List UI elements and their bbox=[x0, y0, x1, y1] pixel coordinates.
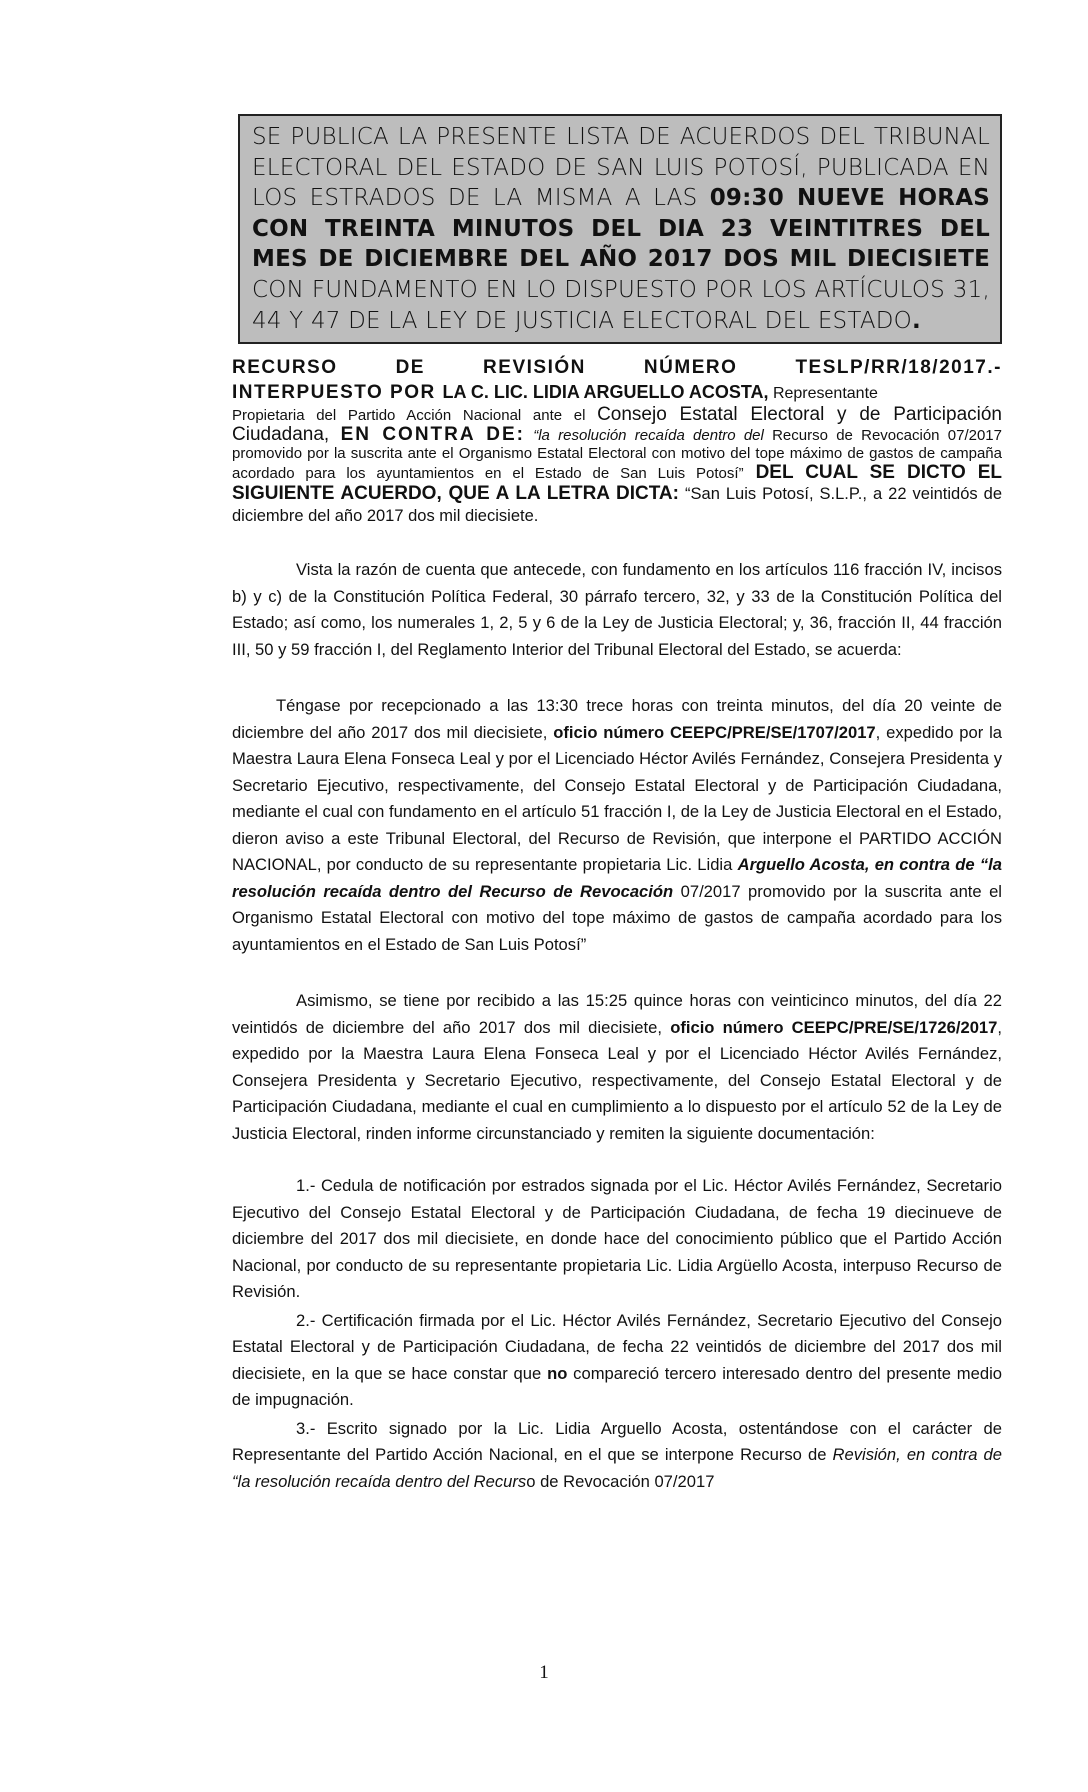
contested-act-detail: Recurso de Revocación 07/2017 promovido por la suscrita ante el Organismo Estatal Electoral con motivo del tope máximo de gastos de campaña acordado para los ayuntamientos en el Estado de San Luis Potosí” bbox=[232, 426, 1002, 482]
agreement-label: DEL CUAL SE DICTO EL SIGUIENTE ACUERDO, QUE A LA LETRA DICTA: bbox=[232, 461, 1002, 504]
filer-name: LA C. LIC. LIDIA ARGUELLO ACOSTA, bbox=[442, 382, 769, 402]
document-item-3 bbox=[232, 1416, 1002, 1496]
item-text: compareció tercero interesado dentro del presente medio de impugnación. bbox=[232, 1363, 1002, 1409]
office-number: oficio número CEEPC/PRE/SE/1726/2017 bbox=[670, 1017, 998, 1037]
page-number: 1 bbox=[539, 1662, 549, 1683]
paragraph-text: 07/2017 promovido por la suscrita ante el Organismo Estatal Electoral con motivo del tope máximo de gastos de campaña acordado para los ayuntamientos en el Estado de San Luis Potosí” bbox=[232, 881, 1002, 954]
paragraph-text: Asimismo, se tiene por recibido a las 15:25 quince horas con veinticinco minutos, del día 22 veintidós de diciembre del año 2017 dos mil diecisiete, bbox=[232, 991, 1002, 1037]
case-heading-line bbox=[232, 380, 1002, 406]
document-item-2 bbox=[232, 1308, 1002, 1414]
item-emphasis: Revisión, en contra de “la resolución recaída dentro del Recurs bbox=[232, 1445, 1002, 1491]
filed-by-label: INTERPUESTO POR bbox=[232, 382, 443, 403]
case-heading bbox=[232, 356, 1002, 406]
paragraph-second-office bbox=[232, 988, 1002, 1147]
item-text: 2.- Certificación firmada por el Lic. Héctor Avilés Fernández, Secretario Ejecutivo del Consejo Estatal Electoral y de Participación Ciudadana, de fecha 22 veintidós de diciembre del 2017 dos mil diecisiete, en la que se hace constar que bbox=[232, 1310, 1002, 1383]
case-intro bbox=[232, 406, 1002, 527]
publication-notice-box bbox=[238, 114, 1002, 344]
paragraph-text: , expedido por la Maestra Laura Elena Fonseca Leal y por el Licenciado Héctor Avilés Fernández, Consejera Presidenta y Secretario Ejecutivo, respectivamente, del Consejo Estatal Electoral y de Participación Ciudadana, mediante el cual en cumplimiento a lo dispuesto por el artículo 52 de la Ley de Justicia Electoral, rinden informe circunstanciado y remiten la siguiente documentación: bbox=[232, 1017, 1003, 1143]
filer-role: Representante bbox=[768, 385, 878, 402]
intro-text: Propietaria del Partido Acción Nacional ante el bbox=[232, 407, 598, 424]
document-body bbox=[232, 356, 1002, 1495]
heading-word: DE bbox=[395, 357, 425, 378]
council-name: Consejo Estatal Electoral y de Participación Ciudadana, bbox=[232, 404, 1002, 445]
case-heading-line bbox=[232, 356, 1002, 380]
heading-word: REVISIÓN bbox=[483, 357, 586, 378]
notice-legal-basis: CON FUNDAMENTO EN LO DISPUESTO POR LOS ARTÍCULOS 31, 44 Y 47 DE LA LEY DE JUSTICIA ELECTORAL DEL ESTADO bbox=[252, 276, 990, 334]
agreement-date: “San Luis Potosí, S.L.P., a 22 veintidós de diciembre del año 2017 dos mil diecisiete. bbox=[232, 485, 1003, 525]
notice-text: SE PUBLICA LA PRESENTE LISTA DE ACUERDOS DEL TRIBUNAL ELECTORAL DEL ESTADO DE SAN LUIS POTOSÍ, PUBLICADA EN LOS ESTRADOS DE LA MISMA A LAS bbox=[252, 124, 990, 212]
paragraph-first-office bbox=[232, 693, 1002, 958]
heading-word: NÚMERO bbox=[643, 357, 738, 378]
item-text: o de Revocación 07/2017 bbox=[526, 1471, 715, 1491]
contested-act: “la resolución recaída dentro del bbox=[524, 426, 764, 444]
paragraph-legal-basis: Vista la razón de cuenta que antecede, con fundamento en los artículos 116 fracción IV, incisos b) y c) de la Constitución Política Federal, 30 párrafo tercero, 32, y 33 de la Constitución Política del Estado; así como, los numerales 1, 2, 5 y 6 de la Ley de Justicia Electoral; y, 36, fracción II, 44 fracción III, 50 y 59 fracción I, del Reglamento Interior del Tribunal Electoral del Estado, se acuerda: bbox=[232, 560, 1002, 659]
document-item-1: 1.- Cedula de notificación por estrados signada por el Lic. Héctor Avilés Fernández, Secretario Ejecutivo del Consejo Estatal Electoral y de Participación Ciudadana, de fecha 19 diecinueve de diciembre del 2017 dos mil diecisiete, en donde hace del conocimiento público que el Partido Acción Nacional, por conducto de su representante propietaria Lic. Lidia Argüello Acosta, interpuso Recurso de Revisión. bbox=[232, 1176, 1002, 1301]
emphasis-no: no bbox=[547, 1363, 568, 1383]
heading-word: RECURSO bbox=[232, 357, 338, 378]
notice-period: . bbox=[911, 307, 921, 334]
emphasis-text: Arguello Acosta, en contra de “la resolución recaída dentro del Recurso de Revocación bbox=[232, 855, 1002, 901]
notice-datetime: 09:30 NUEVE HORAS CON TREINTA MINUTOS DEL DIA 23 VEINTITRES DEL MES DE DICIEMBRE DEL AÑO 2017 DOS MIL DIECISIETE bbox=[252, 185, 990, 273]
against-label: EN CONTRA DE: bbox=[329, 423, 525, 445]
case-number: TESLP/RR/18/2017.- bbox=[795, 357, 1002, 378]
paragraph-text: , expedido por la Maestra Laura Elena Fonseca Leal y por el Licenciado Héctor Avilés Fernández, Consejera Presidenta y Secretario Ejecutivo, respectivamente, del Consejo Estatal Electoral y de Participación Ciudadana, mediante el cual con fundamento en el artículo 51 fracción I, de la Ley de Justicia Electoral en el Estado, dieron aviso a este Tribunal Electoral, del Recurso de Revisión, que interpone el PARTIDO ACCIÓN NACIONAL, por conducto de su representante propietaria Lic. Lidia bbox=[232, 722, 1002, 874]
paragraph-text: Téngase por recepcionado a las 13:30 trece horas con treinta minutos, del día 20 veinte de diciembre del año 2017 dos mil diecisiete, bbox=[232, 696, 1002, 742]
item-text: 3.- Escrito signado por la Lic. Lidia Arguello Acosta, ostentándose con el carácter de Representante del Partido Acción Nacional, en el que se interpone Recurso de bbox=[232, 1418, 1002, 1464]
office-number: oficio número CEEPC/PRE/SE/1707/2017 bbox=[553, 722, 876, 742]
